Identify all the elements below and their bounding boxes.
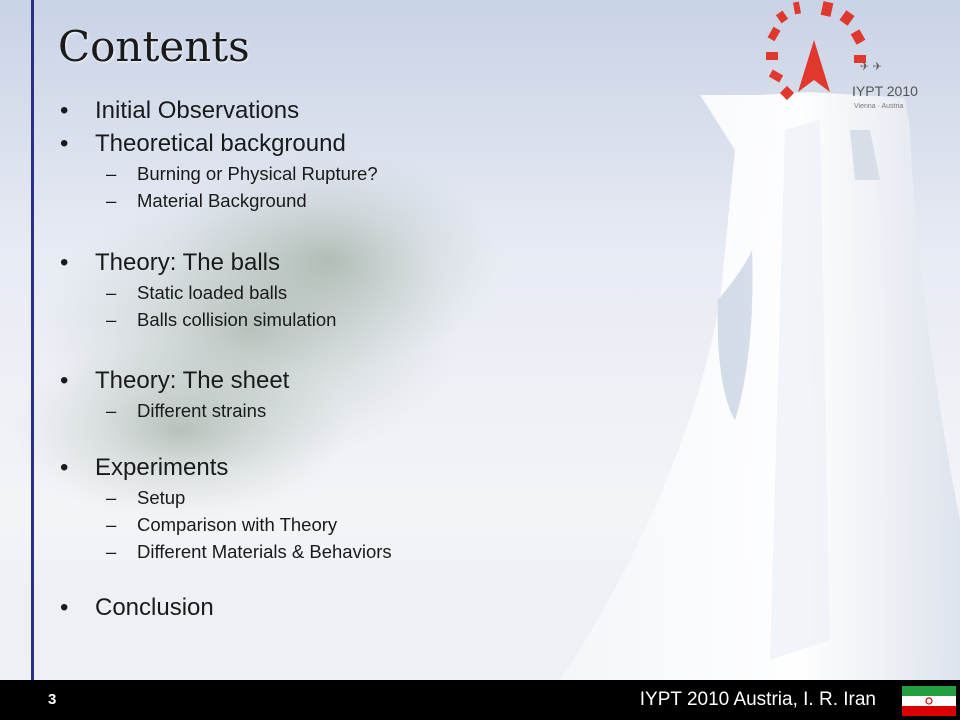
outline-item-label: Initial Observations	[95, 97, 300, 124]
outline-subitem-label: Static loaded balls	[137, 282, 288, 303]
outline-subitem-label: Comparison with Theory	[137, 514, 338, 535]
outline-subitem-label: Setup	[137, 487, 186, 508]
outline-subitem: – Comparison with Theory	[106, 514, 338, 535]
outline-item-label: Theoretical background	[95, 130, 346, 157]
outline-subitem-label: Burning or Physical Rupture?	[137, 163, 378, 184]
outline-item-label: Theory: The sheet	[95, 367, 290, 394]
outline-item-label: Experiments	[95, 454, 229, 481]
outline-subitem-label: Different strains	[137, 400, 267, 421]
outline-subitem: – Balls collision simulation	[106, 309, 337, 330]
outline-subitem-label: Different Materials & Behaviors	[137, 541, 392, 562]
outline-subitem: – Burning or Physical Rupture?	[106, 163, 378, 184]
iran-flag-icon	[902, 686, 956, 716]
slide-title: Contents	[58, 22, 250, 71]
outline-item-label: Conclusion	[95, 594, 214, 621]
outline-subitem: – Material Background	[106, 190, 307, 211]
outline-item: • Theoretical background	[60, 130, 346, 157]
svg-text:✈ ✈: ✈ ✈	[860, 60, 882, 73]
outline-item-label: Theory: The balls	[95, 249, 280, 276]
logo-text: IYPT 2010	[852, 83, 918, 99]
outline-subitem: – Different strains	[106, 400, 267, 421]
outline-item: • Experiments	[60, 454, 229, 481]
footer-text: IYPT 2010 Austria, I. R. Iran	[639, 689, 876, 710]
outline-subitem: – Static loaded balls	[106, 282, 288, 303]
accent-rule	[31, 0, 34, 680]
outline-item: • Conclusion	[60, 594, 214, 621]
outline-subitem-label: Material Background	[137, 190, 307, 211]
iypt-logo	[760, 0, 950, 120]
outline-item: • Initial Observations	[60, 97, 300, 124]
logo-subtext: Vienna · Austria	[854, 103, 904, 110]
outline-subitem-label: Balls collision simulation	[137, 309, 337, 330]
footer-bar	[0, 680, 960, 720]
outline-item: • Theory: The sheet	[60, 367, 290, 394]
page-number: 3	[48, 691, 57, 708]
outline-subitem: – Setup	[106, 487, 186, 508]
outline-item: • Theory: The balls	[60, 249, 280, 276]
outline-subitem: – Different Materials & Behaviors	[106, 541, 392, 562]
